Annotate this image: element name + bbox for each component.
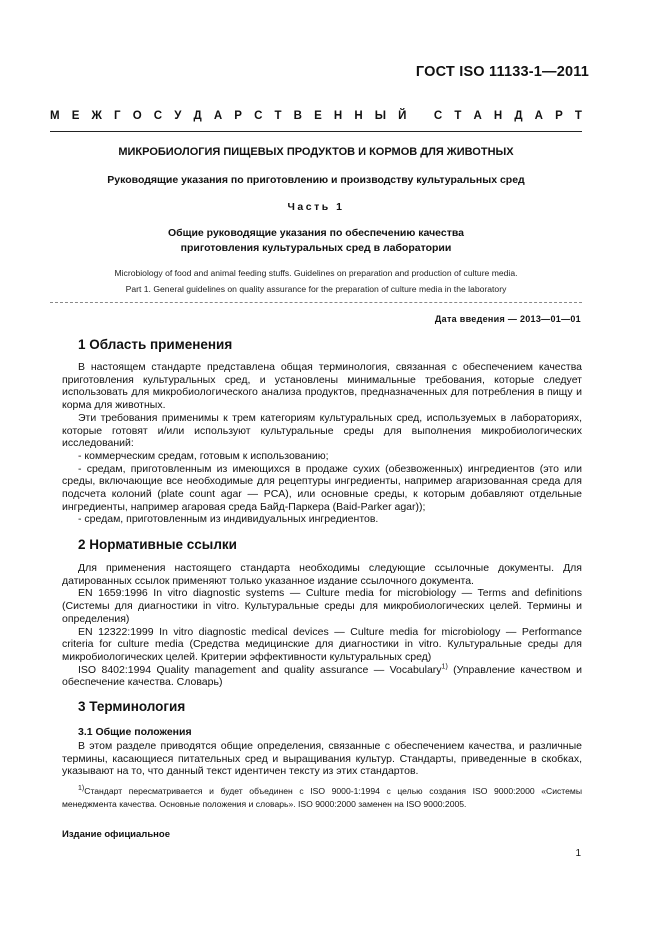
heading-letter: Е [314, 110, 322, 122]
list-item: - средам, приготовленным из имеющихся в продаже сухих (обезвоженных) ингредиентов (это или среды, включающие все необходимые для рецептуры ингредиенты, например агаризованная среда для подсчета колоний (plate count agar — PCA), или основные среды, к которым добавляют отдельные ингредиенты, например агаровая среда Байд-Паркера (Baid-Parker agar)); [62, 462, 582, 513]
document-subtitle: Руководящие указания по приготовлению и производству культуральных сред [107, 174, 525, 186]
reference-text: ISO 8402:1994 Quality management and quality assurance — Vocabulary [78, 663, 442, 676]
section-3-body [62, 740, 582, 778]
english-title-line1: Microbiology of food and animal feeding stuffs. Guidelines on preparation and production of culture media. [114, 268, 518, 278]
section-2-heading: 2 Нормативные ссылки [78, 537, 237, 552]
part-number: Часть 1 [287, 201, 345, 213]
paragraph: В этом разделе приводятся общие определения, связанные с обеспечением качества, и различные термины, касающиеся питательных сред и выращивания культур. Стандарты, приведенные в скобках, указывают на то, что данный текст идентичен тексту из этих стандартов. [62, 740, 582, 778]
standard-type-heading [50, 110, 582, 122]
reference-item [62, 664, 582, 689]
heading-letter: А [213, 110, 223, 122]
heading-letter: Н [333, 110, 343, 122]
section-1-heading: 1 Область применения [78, 337, 233, 352]
footnote-marker: 1) [78, 785, 85, 793]
edition-label: Издание официальное [62, 829, 170, 840]
heading-letter: Т [454, 110, 462, 122]
list-item: - коммерческим средам, готовым к использованию; [78, 449, 329, 462]
heading-letter: М [50, 110, 60, 122]
heading-letter: У [174, 110, 182, 122]
heading-letter: Р [555, 110, 563, 122]
reference-item: EN 12322:1999 In vitro diagnostic medical devices — Culture media for microbiology — Performance criteria for culture media (Средства медицинские для диагностики in vitro. Культуральные среды для микробиологических целей. Критерии эффективности культуральных сред) [62, 625, 582, 663]
section-3-heading: 3 Терминология [78, 699, 186, 714]
heading-letter: О [132, 110, 142, 122]
list-item: - средам, приготовленным из индивидуальных ингредиентов. [78, 513, 379, 526]
heading-letter [419, 110, 422, 122]
heading-letter: С [153, 110, 163, 122]
document-title: МИКРОБИОЛОГИЯ ПИЩЕВЫХ ПРОДУКТОВ И КОРМОВ ДЛЯ ЖИВОТНЫХ [118, 146, 514, 158]
heading-letter: Р [234, 110, 242, 122]
heading-letter: Г [114, 110, 121, 122]
heading-letter: Е [71, 110, 80, 122]
part-title [50, 226, 582, 256]
section-1-body [62, 361, 582, 526]
heading-letter: А [473, 110, 482, 122]
heading-letter: С [433, 110, 443, 122]
heading-letter: Н [354, 110, 363, 122]
header-rule [50, 131, 582, 132]
footnote-text: Стандарт пересматривается и будет объединен с ISO 9000-1:1994 с целью создания ISO 9000:2000 «Системы менеджмента качества. Основные положения и словарь». ISO 9000:2000 заменен на ISO 9000:2005. [62, 786, 582, 809]
heading-letter: В [293, 110, 302, 122]
paragraph: В настоящем стандарте представлена общая терминология, связанная с обеспечением качества приготовления культуральных сред, и установлены минимальные требования, которые следует использовать для микробиологического анализа продуктов, предназначенных для потребления в пищу и корма для животных. [62, 361, 582, 412]
heading-letter: Д [193, 110, 202, 122]
english-title [50, 265, 582, 297]
footnote-ref: 1) [441, 663, 448, 671]
footnote [62, 785, 582, 810]
heading-letter: С [254, 110, 263, 122]
english-title-line2: Part 1. General guidelines on quality assurance for the preparation of culture media in the laboratory [125, 284, 507, 294]
page-number: 1 [575, 848, 581, 859]
part-title-line2: приготовления культуральных сред в лаборатории [180, 242, 452, 254]
heading-letter: А [534, 110, 543, 122]
reference-text: (Управление качеством и обеспечение качества. Словарь) [62, 663, 582, 689]
section-2-body [62, 562, 582, 689]
heading-letter: Т [574, 110, 582, 122]
subsection-3-1-heading: 3.1 Общие положения [78, 726, 192, 738]
heading-letter: Ы [374, 110, 387, 122]
standard-code: ГОСТ ISO 11133-1—2011 [415, 64, 589, 80]
heading-letter: Н [493, 110, 503, 122]
title-divider [50, 302, 582, 303]
heading-letter: Й [398, 110, 407, 122]
reference-item: EN 1659:1996 In vitro diagnostic systems — Culture media for microbiology — Terms and definitions (Системы для диагностики in vitro. Культуральные среды для микробиологических целей. Термины и определения) [62, 587, 582, 625]
introduction-date: Дата введения — 2013—01—01 [434, 314, 581, 324]
heading-letter: Д [514, 110, 523, 122]
paragraph: Эти требования применимы к трем категориям культуральных сред, используемых в лабораториях, которые готовят и/или используют культуральные среды для выполнения микробиологических исследований: [62, 411, 582, 450]
part-title-line1: Общие руководящие указания по обеспечению качества [167, 227, 465, 239]
paragraph: Для применения настоящего стандарта необходимы следующие ссылочные документы. Для датированных ссылок применяют только указанное издание ссылочного документа. [62, 562, 582, 587]
heading-letter: Ж [91, 110, 102, 122]
heading-letter: Т [274, 110, 282, 122]
